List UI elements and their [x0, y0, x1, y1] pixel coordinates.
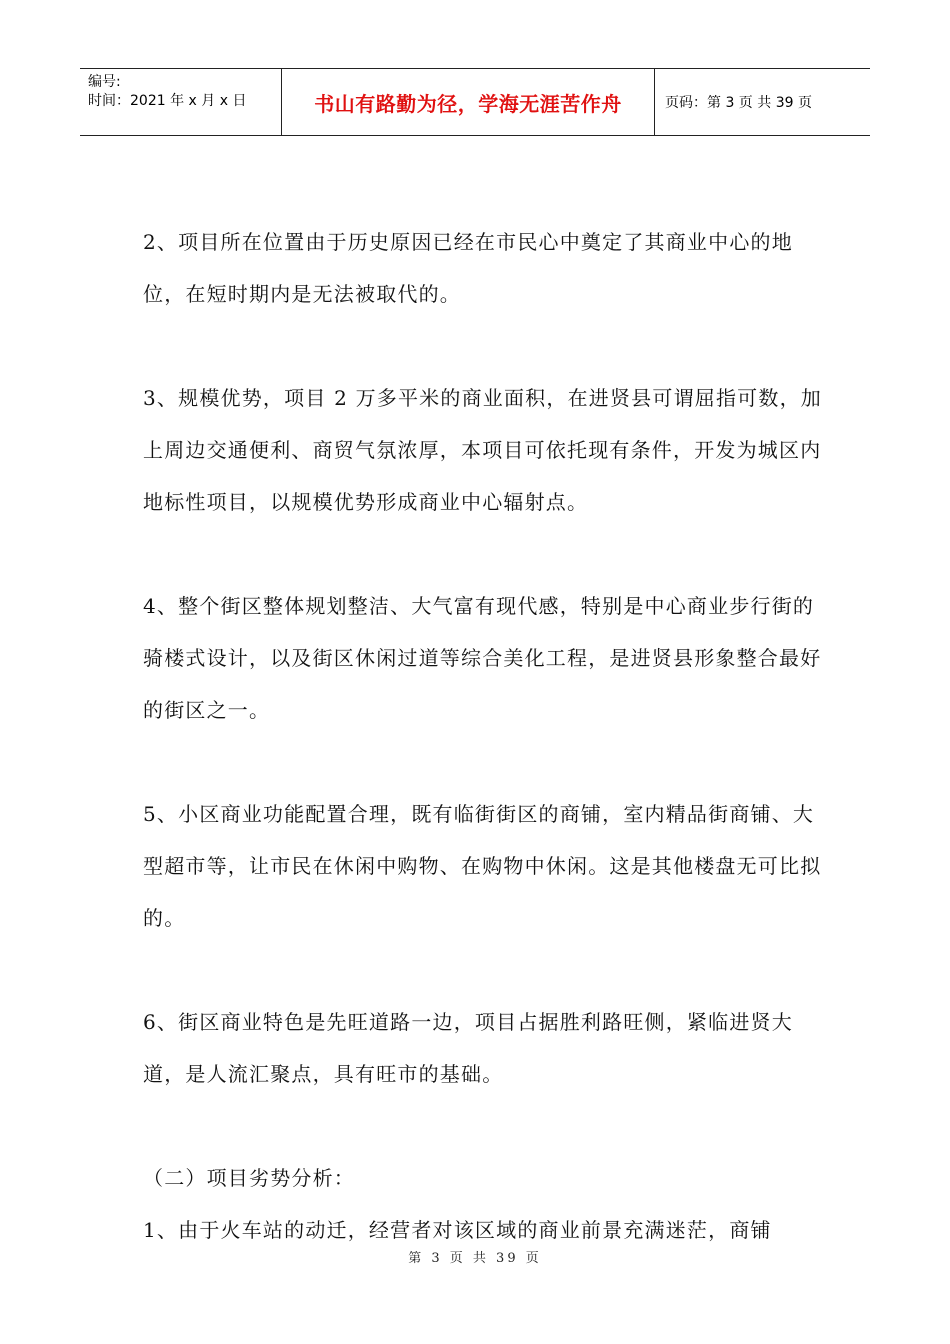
paragraph-3: 3、规模优势，项目 2 万多平米的商业面积，在进贤县可谓屈指可数，加上周边交通便利、商贸气氛浓厚，本项目可依托现有条件，开发为城区内地标性项目，以规模优势形成商业中心辐射点。 — [143, 386, 822, 514]
header-meta — [80, 69, 282, 135]
paragraph-6: 6、街区商业特色是先旺道路一边，项目占据胜利路旺侧，紧临进贤大道，是人流汇聚点，具有旺市的基础。 — [143, 1010, 793, 1086]
header-motto: 书山有路勤为径，学海无涯苦作舟 — [282, 69, 655, 135]
document-header — [80, 68, 870, 136]
section-heading: （二）项目劣势分析： — [143, 1166, 355, 1190]
header-page-info: 页码：第 3 页 共 39 页 — [665, 95, 812, 111]
document-body — [143, 216, 833, 1256]
paragraph-4: 4、整个街区整体规划整洁、大气富有现代感，特别是中心商业步行街的骑楼式设计，以及街区休闲过道等综合美化工程，是进贤县形象整合最好的街区之一。 — [143, 594, 822, 722]
paragraph-weakness-1: 1、由于火车站的动迁，经营者对该区域的商业前景充满迷茫，商铺 — [143, 1218, 772, 1242]
number-label: 编号: — [88, 74, 121, 90]
paragraph-5: 5、小区商业功能配置合理，既有临街街区的商铺，室内精品街商铺、大型超市等，让市民在休闲中购物、在购物中休闲。这是其他楼盘无可比拟的。 — [143, 802, 822, 930]
time-label: 时间：2021 年 x 月 x 日 — [88, 93, 247, 109]
page-footer: 第 3 页 共 39 页 — [408, 1251, 542, 1266]
paragraph-2: 2、项目所在位置由于历史原因已经在市民心中奠定了其商业中心的地位，在短时期内是无法被取代的。 — [143, 230, 793, 306]
